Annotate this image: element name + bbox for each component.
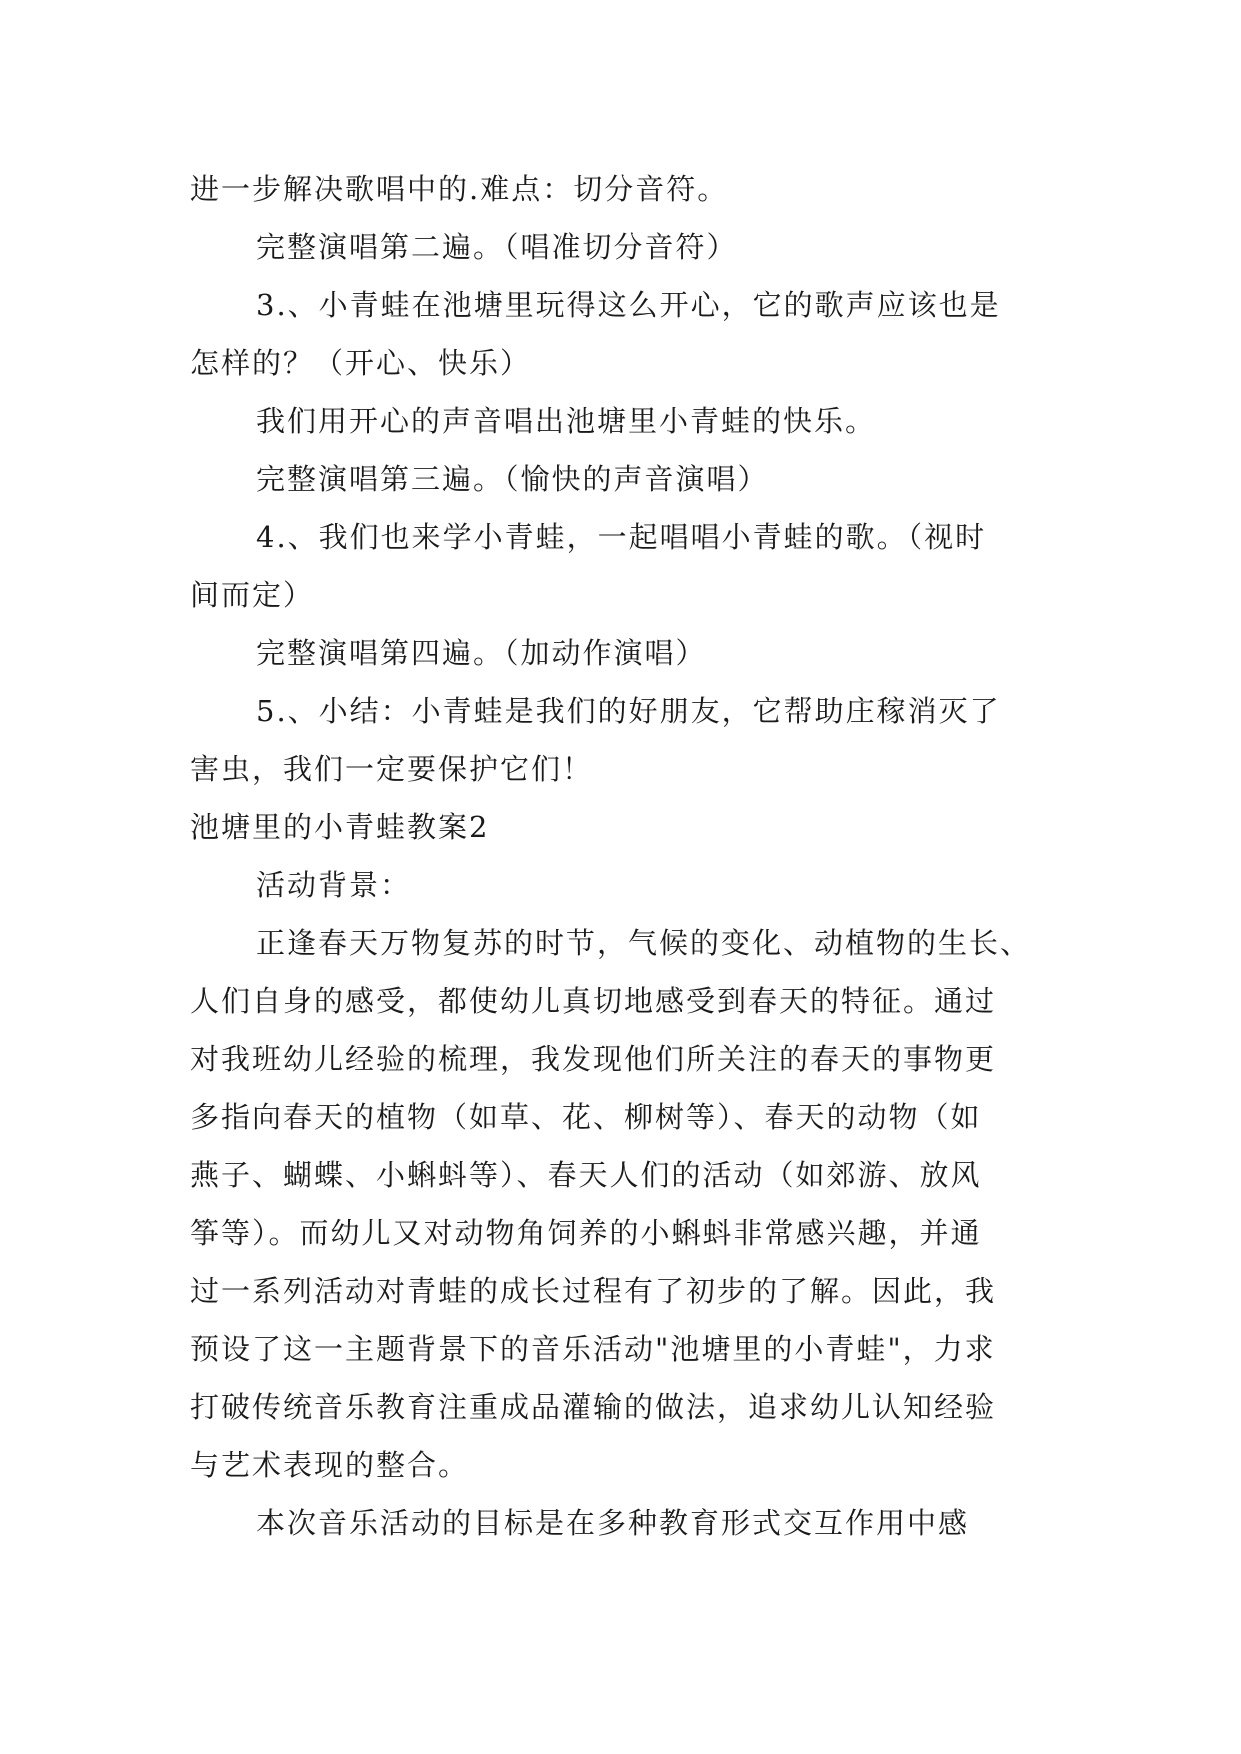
section-heading: 池塘里的小青蛙教案2 <box>190 810 490 844</box>
text-line: 害虫，我们一定要保护它们！ <box>190 752 594 786</box>
text-line: 4.、我们也来学小青蛙，一起唱唱小青蛙的歌。（视时 <box>256 520 987 554</box>
text-line: 打破传统音乐教育注重成品灌输的做法，追求幼儿认知经验 <box>190 1390 997 1424</box>
text-line: 筝等）。而幼儿又对动物角饲养的小蝌蚪非常感兴趣，并通 <box>190 1216 982 1250</box>
text-line: 5.、小结：小青蛙是我们的好朋友，它帮助庄稼消灭了 <box>256 694 1001 728</box>
text-line: 燕子、蝴蝶、小蝌蚪等）、春天人们的活动（如郊游、放风 <box>190 1158 982 1192</box>
text-line: 本次音乐活动的目标是在多种教育形式交互作用中感 <box>256 1506 970 1540</box>
document-body <box>190 160 1050 1552</box>
text-line: 完整演唱第二遍。（唱准切分音符） <box>256 230 738 264</box>
text-line: 正逢春天万物复苏的时节，气候的变化、动植物的生长、 <box>256 926 1032 960</box>
text-line: 完整演唱第三遍。（愉快的声音演唱） <box>256 462 769 496</box>
text-line: 间而定） <box>190 578 315 612</box>
text-line: 3.、小青蛙在池塘里玩得这么开心，它的歌声应该也是 <box>256 288 1001 322</box>
text-line: 完整演唱第四遍。（加动作演唱） <box>256 636 707 670</box>
subheading: 活动背景： <box>256 868 412 902</box>
text-line: 怎样的？（开心、快乐） <box>190 346 532 380</box>
text-line: 与艺术表现的整合。 <box>190 1448 470 1482</box>
text-line: 对我班幼儿经验的梳理，我发现他们所关注的春天的事物更 <box>190 1042 997 1076</box>
text-line: 多指向春天的植物（如草、花、柳树等）、春天的动物（如 <box>190 1100 982 1134</box>
text-line: 过一系列活动对青蛙的成长过程有了初步的了解。因此，我 <box>190 1274 997 1308</box>
text-line: 我们用开心的声音唱出池塘里小青蛙的快乐。 <box>256 404 877 438</box>
text-line: 人们自身的感受，都使幼儿真切地感受到春天的特征。通过 <box>190 984 997 1018</box>
text-line: 预设了这一主题背景下的音乐活动"池塘里的小青蛙"，力求 <box>190 1332 996 1366</box>
text-line: 进一步解决歌唱中的.难点：切分音符。 <box>190 172 729 206</box>
